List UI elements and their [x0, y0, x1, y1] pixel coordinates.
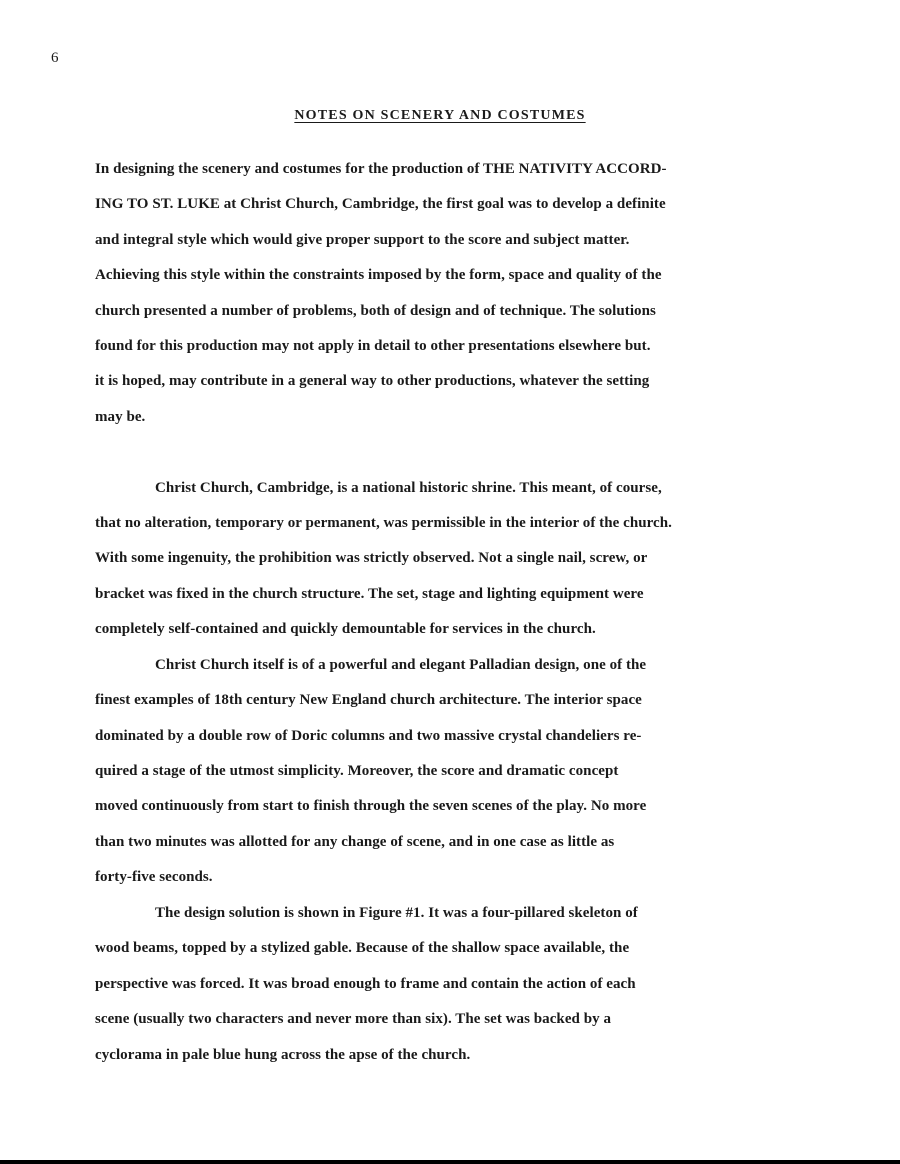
- text-line: it is hoped, may contribute in a general way to other productions, whatever the setting: [95, 373, 650, 389]
- text-line: In designing the scenery and costumes for the production of THE NATIVITY ACCORD-: [95, 161, 667, 177]
- text-line: dominated by a double row of Doric columns and two massive crystal chandeliers re-: [95, 728, 642, 744]
- text-line: completely self-contained and quickly demountable for services in the church.: [95, 621, 596, 637]
- page-title: NOTES ON SCENERY AND COSTUMES: [294, 108, 586, 123]
- text-line: scene (usually two characters and never more than six). The set was backed by a: [95, 1011, 612, 1027]
- text-line: moved continuously from start to finish through the seven scenes of the play. No more: [95, 798, 647, 814]
- text-line: quired a stage of the utmost simplicity. Moreover, the score and dramatic concept: [95, 763, 619, 779]
- text-line: The design solution is shown in Figure #1. It was a four-pillared skeleton of: [155, 905, 638, 921]
- page-bottom-edge: [0, 1160, 900, 1164]
- text-line: Christ Church itself is of a powerful and elegant Palladian design, one of the: [155, 657, 647, 673]
- text-line: wood beams, topped by a stylized gable. Because of the shallow space available, the: [95, 940, 630, 956]
- text-line: church presented a number of problems, both of design and of technique. The solutions: [95, 303, 656, 319]
- text-line: perspective was forced. It was broad enough to frame and contain the action of each: [95, 976, 636, 992]
- page-number: 6: [51, 50, 59, 66]
- text-line: Achieving this style within the constraints imposed by the form, space and quality of the: [95, 267, 662, 283]
- text-line: may be.: [95, 409, 146, 425]
- text-line: forty-five seconds.: [95, 869, 213, 885]
- text-line: that no alteration, temporary or permanent, was permissible in the interior of the church.: [95, 515, 672, 531]
- text-line: With some ingenuity, the prohibition was strictly observed. Not a single nail, screw, or: [95, 550, 648, 566]
- text-line: ING TO ST. LUKE at Christ Church, Cambridge, the first goal was to develop a definite: [95, 196, 666, 212]
- text-line: than two minutes was allotted for any change of scene, and in one case as little as: [95, 834, 615, 850]
- text-line: finest examples of 18th century New England church architecture. The interior space: [95, 692, 642, 708]
- text-line: found for this production may not apply in detail to other presentations elsewhere but.: [95, 338, 651, 354]
- text-line: cyclorama in pale blue hung across the apse of the church.: [95, 1047, 471, 1063]
- text-line: Christ Church, Cambridge, is a national historic shrine. This meant, of course,: [155, 480, 662, 496]
- text-line: and integral style which would give proper support to the score and subject matter.: [95, 232, 630, 248]
- text-line: bracket was fixed in the church structure. The set, stage and lighting equipment were: [95, 586, 644, 602]
